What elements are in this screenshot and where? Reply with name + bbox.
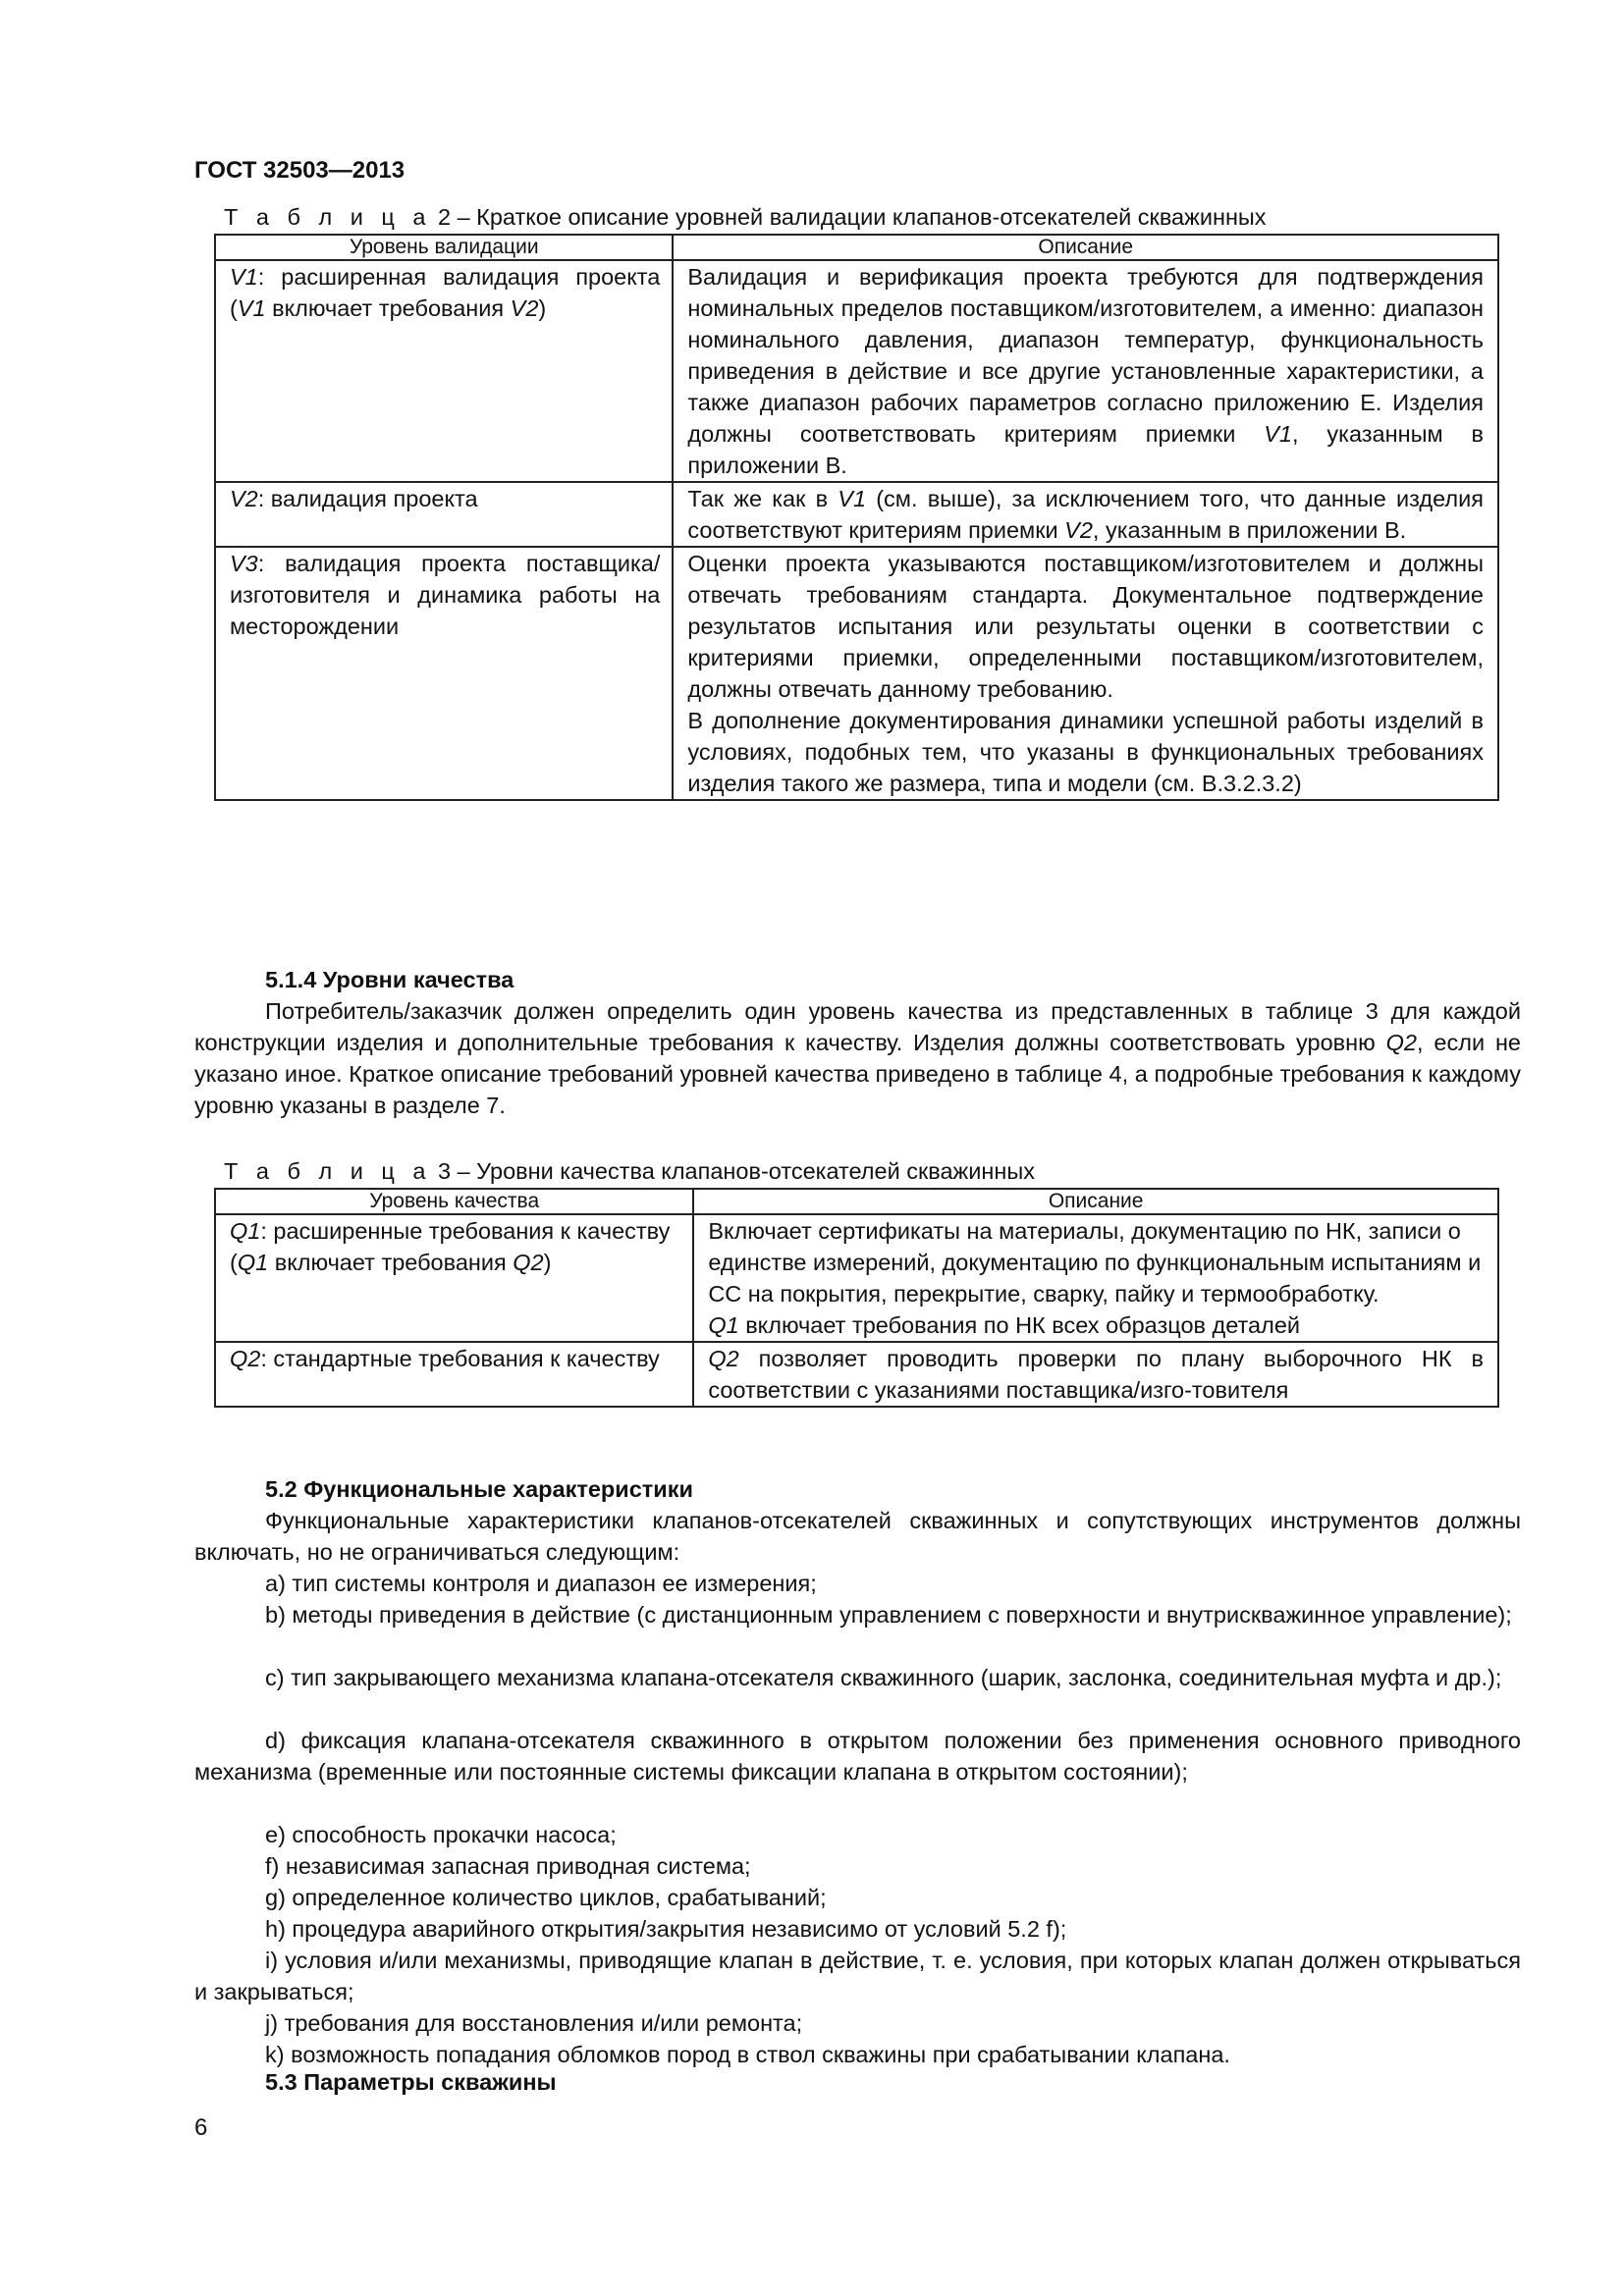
list-item: k) возможность попадания обломков пород в ствол скважины при срабатывании клапана. (265, 2042, 1230, 2067)
list-item: i) условия и/или механизмы, приводящие клапан в действие, т. е. условия, при которых клапан должен открываться и закрываться; (194, 1948, 1521, 2004)
table3-header-row (215, 1189, 1498, 1214)
table3-col1-header: Уровень качества (215, 1189, 693, 1214)
table3-row1-description: Включает сертификаты на материалы, документацию по НК, записи о единстве измерений, документацию по функциональным испытаниям и СС на покрытия, перекрытие, сварку, пайку и термообработку. Q1 включает требования по НК всех образцов деталей (693, 1214, 1498, 1342)
table-row (215, 482, 1498, 547)
section-heading-53: 5.3 Параметры скважины (265, 2069, 557, 2095)
table2-col2-header: Описание (673, 235, 1498, 260)
list-item: j) требования для восстановления и/или ремонта; (265, 2010, 803, 2036)
list-item: h) процедура аварийного открытия/закрытия независимо от условий 5.2 f); (265, 1916, 1067, 1942)
table2-row3-level: V3: валидация проекта поставщика/изготовителя и динамика работы на месторождении (215, 547, 673, 800)
section-heading-52: 5.2 Функциональные характеристики (265, 1476, 693, 1502)
section-514-paragraph: Потребитель/заказчик должен определить один уровень качества из представленных в таблице 3 для каждой конструкции изделия и дополнительные требования к качеству. Изделия должны соответствовать уровню Q2, если не указано иное. Краткое описание требований уровней качества приведено в таблице 4, а подробные требования к каждому уровню указаны в разделе 7. (194, 998, 1521, 1118)
table3-col2-header: Описание (693, 1189, 1498, 1214)
table3-row1-level: Q1: расширенные требования к качеству (Q1 включает требования Q2) (215, 1214, 693, 1342)
table2-row2-level: V2: валидация проекта (215, 482, 673, 547)
section-heading-514: 5.1.4 Уровни качества (265, 967, 514, 992)
list-item: g) определенное количество циклов, срабатываний; (265, 1885, 827, 1910)
list-item: b) методы приведения в действие (с дистанционным управлением с поверхности и внутрискважинное управление); (265, 1602, 1512, 1628)
table-row (215, 1214, 1498, 1342)
table3-caption-text: 3 – Уровни качества клапанов-отсекателей скважинных (431, 1158, 1035, 1184)
section-52-intro: Функциональные характеристики клапанов-отсекателей скважинных и сопутствующих инструментов должны включать, но не ограничиваться следующим: (194, 1508, 1521, 1565)
table3 (214, 1188, 1499, 1408)
list-item: f) независимая запасная приводная система; (265, 1853, 751, 1879)
table3-caption-word: Т а б л и ц а (224, 1158, 432, 1184)
document-header: ГОСТ 32503—2013 (194, 157, 406, 184)
table2-row1-level: V1: расширенная валидация проекта (V1 включает требования V2) (215, 260, 673, 482)
table-row (215, 260, 1498, 482)
list-item: a) тип системы контроля и диапазон ее измерения; (265, 1571, 817, 1596)
table2-row2-description: Так же как в V1 (см. выше), за исключением того, что данные изделия соответствуют критериям приемки V2, указанным в приложении В. (673, 482, 1498, 547)
table2-row1-description: Валидация и верификация проекта требуются для подтверждения номинальных пределов поставщиком/изготовителем, а именно: диапазон номинального давления, диапазон температур, функциональность приведения в действие и все другие установленные характеристики, а также диапазон рабочих параметров согласно приложению Е. Изделия должны соответствовать критериям приемки V1, указанным в приложении В. (673, 260, 1498, 482)
table-row (215, 547, 1498, 800)
table3-caption (224, 1158, 1035, 1185)
table2-caption-word: Т а б л и ц а (224, 204, 432, 230)
table2-caption (224, 204, 1267, 231)
table2-header-row (215, 235, 1498, 260)
table2-caption-text: 2 – Краткое описание уровней валидации клапанов-отсекателей скважинных (431, 204, 1267, 230)
table-row (215, 1342, 1498, 1407)
table3-row2-level: Q2: стандартные требования к качеству (215, 1342, 693, 1407)
page-number: 6 (194, 2114, 208, 2141)
table2-col1-header: Уровень валидации (215, 235, 673, 260)
table2-row3-description: Оценки проекта указываются поставщиком/изготовителем и должны отвечать требованиям стандарта. Документальное подтверждение результатов испытания или результаты оценки в соответствии с критериями приемки, определенными поставщиком/изготовителем, должны отвечать данному требованию. В дополнение документирования динамики успешной работы изделий в условиях, подобных тем, что указаны в функциональных требованиях изделия такого же размера, типа и модели (см. В.3.2.3.2) (673, 547, 1498, 800)
list-item: d) фиксация клапана-отсекателя скважинного в открытом положении без применения основного приводного механизма (временные или постоянные системы фиксации клапана в открытом состоянии); (194, 1728, 1521, 1785)
list-item: e) способность прокачки насоса; (265, 1822, 617, 1847)
table3-row2-description: Q2 позволяет проводить проверки по плану выборочного НК в соответствии с указаниями поставщика/изго-товителя (693, 1342, 1498, 1407)
table2 (214, 234, 1499, 801)
list-item: c) тип закрывающего механизма клапана-отсекателя скважинного (шарик, заслонка, соединительная муфта и др.); (265, 1665, 1502, 1690)
